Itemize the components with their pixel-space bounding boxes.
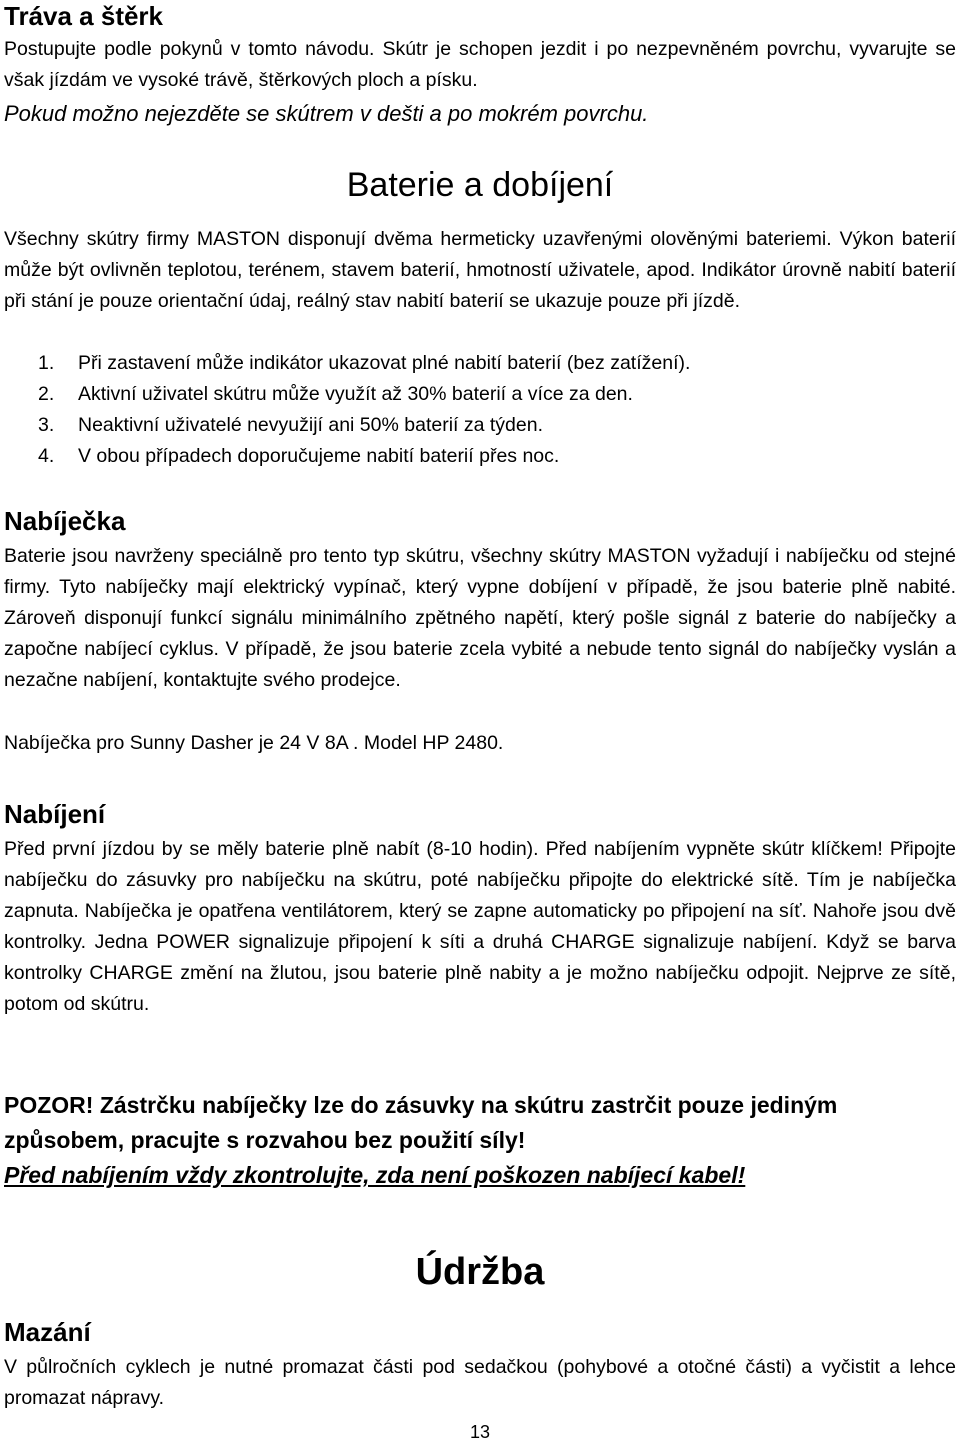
list-item: 1. Při zastavení může indikátor ukazovat plné nabití baterií (bez zatížení). — [38, 352, 691, 374]
section-heading-nabijeni: Nabíjení — [4, 799, 106, 829]
list-item: 3. Neaktivní uživatelé nevyužijí ani 50% baterií za týden. — [38, 414, 544, 436]
section-heading-trava: Tráva a štěrk — [4, 1, 164, 31]
nabijeni-paragraph: Před první jízdou by se měly baterie plně nabít (8-10 hodin). Před nabíjením vypněte skútr klíčkem! Připojte nabíječku do zásuvky pro nabíječku na skútru, poté nabíječku připojte do elektrické sítě. Tím je nabíječka zapnuta. Nabíječka je opatřena ventilátorem, který se zapne automaticky po připojení na síť. Nahoře jsou dvě kontrolky. Jedna POWER signalizuje připojení k síti a druhá CHARGE signalizuje nabíjení. Když se barva kontrolky CHARGE změní na žlutou, jsou baterie plně nabity a je možno nabíječku odpojit. Nejprve ze sítě, potom od skútru. — [4, 838, 956, 1015]
list-item: 2. Aktivní uživatel skútru může využít až 30% baterií a více za den. — [38, 383, 633, 405]
baterie-list — [38, 348, 690, 472]
trava-paragraph: Postupujte podle pokynů v tomto návodu. Skútr je schopen jezdit i po nezpevněném povrchu, vyvarujte se však jízdám ve vysoké trávě, štěrkových ploch a písku. — [4, 38, 956, 91]
section-heading-baterie: Baterie a dobíjení — [346, 166, 614, 204]
section-heading-nabijecka: Nabíječka — [4, 506, 126, 536]
nabijecka-model: Nabíječka pro Sunny Dasher je 24 V 8A . Model HP 2480. — [4, 732, 504, 754]
section-heading-udrzba: Údržba — [415, 1251, 545, 1293]
nabijecka-paragraph: Baterie jsou navrženy speciálně pro tento typ skútru, všechny skútry MASTON vyžadují i nabíječku od stejné firmy. Tyto nabíječky mají elektrický vypínač, který vypne dobíjení v případě, že jsou baterie plně nabité. Zároveň disponují funkcí signálu minimálního zpětného napětí, který pošle signál z baterie do nabíječky a započne nabíjecí cyklus. V případě, že jsou baterie zcela vybité a nebude tento signál do nabíječky vyslán a nezačne nabíjení, kontaktujte svého prodejce. — [4, 545, 956, 691]
page-number: 13 — [469, 1422, 491, 1442]
warning-cable-text: Před nabíjením vždy zkontrolujte, zda není poškozen nabíjecí kabel! — [4, 1162, 746, 1188]
baterie-paragraph: Všechny skútry firmy MASTON disponují dvěma hermeticky uzavřenými olověnými bateriemi. Výkon baterií může být ovlivněn teplotou, terénem, stavem baterií, hmotností uživatele, apod. Indikátor úrovně nabití baterií při stání je pouze orientační údaj, reálný stav nabití baterií se ukazuje pouze při jízdě. — [4, 228, 956, 312]
mazani-paragraph: V půlročních cyklech je nutné promazat části pod sedačkou (pohybové a otočné části) a vyčistit a lehce promazat nápravy. — [4, 1356, 956, 1409]
list-item: 4. V obou případech doporučujeme nabití baterií přes noc. — [38, 445, 560, 467]
section-heading-mazani: Mazání — [4, 1317, 91, 1347]
warning-text: POZOR! Zástrčku nabíječky lze do zásuvky na skútru zastrčit pouze jediným způsobem, pracujte s rozvahou bez použití síly! — [4, 1092, 838, 1153]
trava-rain-note: Pokud možno nejezděte se skútrem v dešti a po mokrém povrchu. — [4, 101, 649, 126]
